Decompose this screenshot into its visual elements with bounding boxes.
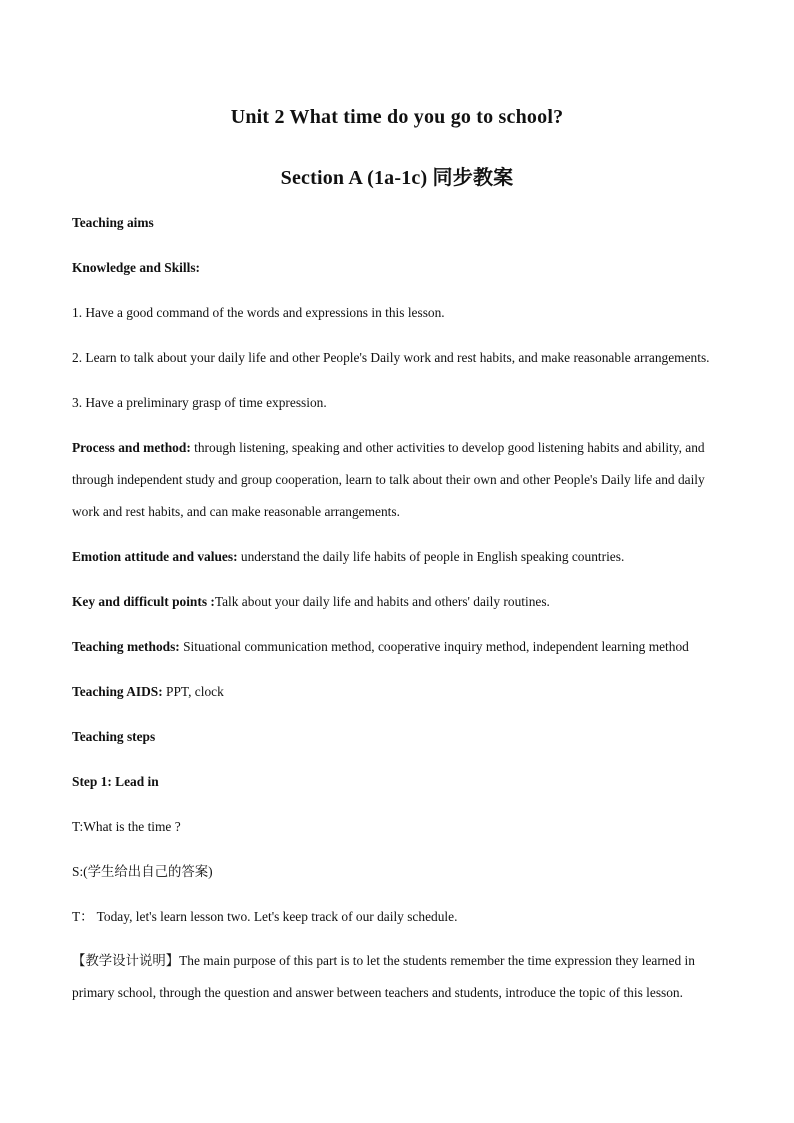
teacher-intro: T： Today, let's learn lesson two. Let's keep track of our daily schedule. bbox=[72, 909, 458, 924]
key-text: Talk about your daily life and habits and others' daily routines. bbox=[214, 594, 550, 609]
document-title: Unit 2 What time do you go to school? bbox=[230, 106, 564, 128]
knowledge-item-3: 3. Have a preliminary grasp of time expression. bbox=[72, 395, 327, 410]
methods-label: Teaching methods: bbox=[72, 639, 180, 654]
teaching-aids-paragraph bbox=[72, 683, 728, 701]
teaching-aims-heading: Teaching aims bbox=[72, 215, 154, 230]
key-label: Key and difficult points : bbox=[72, 594, 215, 609]
teaching-steps-heading: Teaching steps bbox=[72, 729, 156, 744]
document-subtitle: Section A (1a-1c) 同步教案 bbox=[280, 167, 514, 189]
emotion-label: Emotion attitude and values: bbox=[72, 549, 238, 564]
methods-text: Situational communication method, cooperative inquiry method, independent learning method bbox=[179, 639, 689, 654]
design-note-text: The main purpose of this part is to let the students remember the time expression they learned in primary school, through the question and answer between teachers and students, introduce the topic of this lesson. bbox=[72, 953, 695, 1000]
process-text: through listening, speaking and other activities to develop good listening habits and ability, and through independent study and group cooperation, learn to talk about their own and other People's Daily life and daily work and rest habits, and can make reasonable arrangements. bbox=[72, 440, 705, 519]
student-answer: S:(学生给出自己的答案) bbox=[72, 864, 213, 879]
step-1-heading: Step 1: Lead in bbox=[72, 774, 159, 789]
knowledge-item-2: 2. Learn to talk about your daily life and other People's Daily work and rest habits, and make reasonable arrangements. bbox=[72, 350, 710, 365]
aids-text: PPT, clock bbox=[162, 684, 224, 699]
key-points-paragraph bbox=[72, 593, 728, 611]
knowledge-skills-heading: Knowledge and Skills: bbox=[72, 260, 200, 275]
design-note-label: 【教学设计说明】 bbox=[72, 953, 180, 968]
aids-label: Teaching AIDS: bbox=[72, 684, 163, 699]
teaching-methods-paragraph bbox=[72, 638, 728, 656]
design-note-paragraph bbox=[72, 945, 728, 1009]
knowledge-item-1: 1. Have a good command of the words and expressions in this lesson. bbox=[72, 305, 445, 320]
emotion-attitude-paragraph bbox=[72, 548, 728, 566]
emotion-text: understand the daily life habits of people in English speaking countries. bbox=[237, 549, 625, 564]
teacher-question: T:What is the time ? bbox=[72, 819, 181, 834]
process-label: Process and method: bbox=[72, 440, 191, 455]
process-method-paragraph bbox=[72, 432, 728, 528]
